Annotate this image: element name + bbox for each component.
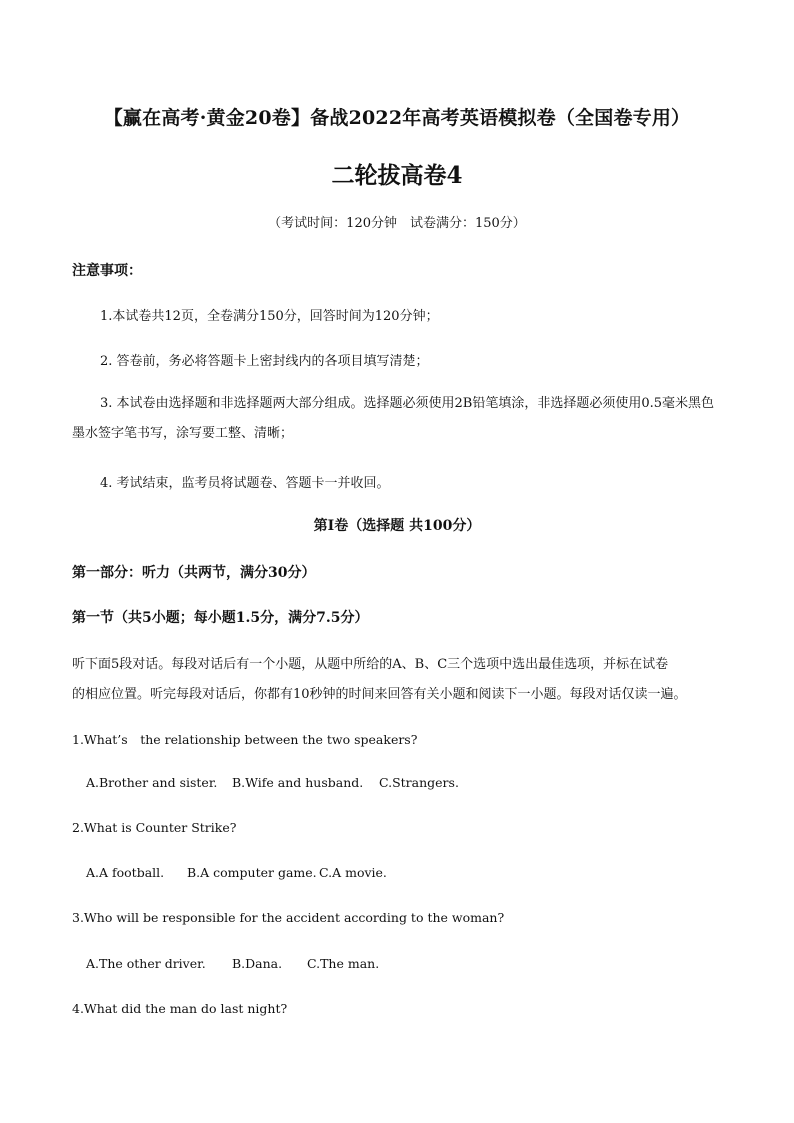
notice-item-3 [72, 389, 724, 449]
question-2: 2.What is Counter Strike? [72, 820, 237, 835]
exam-time-info: （考试时间：120分钟 试卷满分：150分） [268, 216, 526, 231]
question-3-options [86, 956, 379, 971]
question-1-options [86, 775, 459, 790]
instructions-line-2: 的相应位置。听完每段对话后，你都有10秒钟的时间来回答有关小题和阅读下一小题。每段对话仅读一遍。 [72, 687, 687, 702]
section-title: 第I卷（选择题 共100分） [313, 518, 481, 534]
question-3: 3.Who will be responsible for the accident according to the woman? [72, 910, 505, 925]
option-b: B.Wife and husband. [232, 775, 364, 790]
instructions-line-1: 听下面5段对话。每段对话后有一个小题，从题中所给的A、B、C三个选项中选出最佳选项，并标在试卷 [72, 657, 669, 672]
subpart-heading: 第一节（共5小题；每小题1.5分，满分7.5分） [72, 610, 369, 626]
notice-heading: 注意事项： [72, 263, 142, 279]
notice-item-1: 1.本试卷共12页，全卷满分150分，回答时间为120分钟； [100, 309, 439, 324]
exam-title: 【赢在高考·黄金20卷】备战2022年高考英语模拟卷（全国卷专用） [103, 107, 691, 129]
option-a: A.The other driver. [86, 956, 206, 971]
part-heading: 第一部分：听力（共两节，满分30分） [72, 565, 316, 581]
notice-item-4: 4. 考试结束，监考员将试题卷、答题卡一并收回。 [100, 476, 390, 491]
option-b: B.Dana. [232, 956, 283, 971]
question-1: 1.What’s the relationship between the two speakers? [72, 732, 418, 747]
option-a: A.A football. [86, 865, 165, 880]
option-c: C.Strangers. [379, 775, 459, 790]
option-c: C.The man. [307, 956, 380, 971]
question-4: 4.What did the man do last night? [72, 1001, 288, 1016]
notice-item-2: 2. 答卷前，务必将答题卡上密封线内的各项目填写清楚； [100, 354, 429, 369]
option-a: A.Brother and sister. [86, 775, 218, 790]
option-c: C.A movie. [319, 865, 387, 880]
notice-item-3-text: 3. 本试卷由选择题和非选择题两大部分组成。选择题必须使用2B铅笔填涂，非选择题必须使用0.5毫米黑色墨水签字笔书写，涂写要工整、清晰； [72, 396, 715, 441]
question-2-options [86, 865, 387, 880]
option-b: B.A computer game. [187, 865, 317, 880]
exam-subtitle: 二轮拔高卷4 [331, 162, 463, 189]
